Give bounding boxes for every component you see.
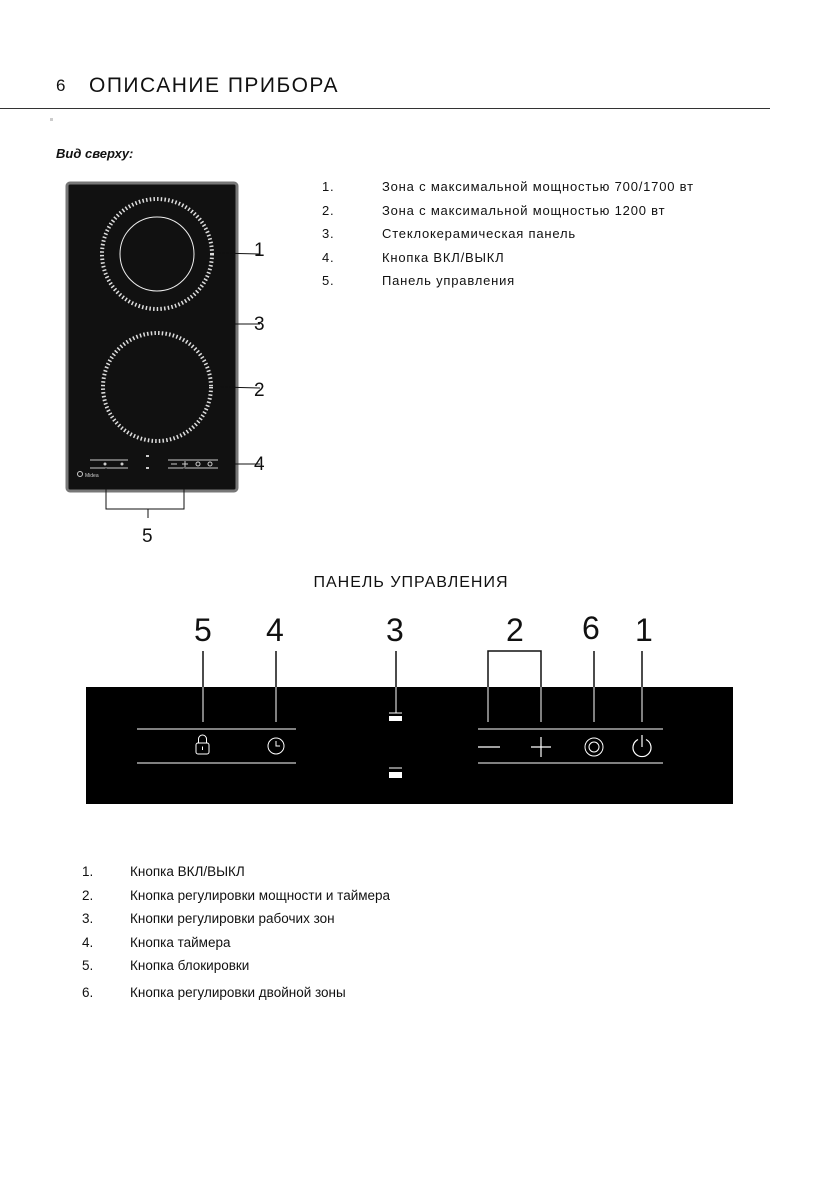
control-panel-diagram	[80, 645, 740, 810]
header-divider	[0, 108, 770, 109]
callout-3: 3	[386, 612, 404, 648]
zone-select-icon	[146, 455, 149, 457]
lock-icon	[104, 463, 107, 466]
callout-6: 6	[582, 610, 600, 646]
callout-2: 2	[506, 612, 524, 648]
leader-bracket	[488, 651, 541, 687]
callout-1: 1	[635, 612, 653, 648]
zone-1-select-icon	[389, 716, 402, 721]
zone-2-select-icon	[389, 772, 402, 778]
control-panel-surface	[86, 687, 733, 804]
timer-icon	[121, 463, 124, 466]
cooktop-glass-panel	[67, 183, 237, 491]
callout-5: 5	[194, 612, 212, 648]
cooktop-top-view-diagram	[60, 178, 280, 548]
decorative-dot	[50, 118, 53, 121]
top-view-subtitle: Вид сверху:	[56, 146, 134, 161]
page-title: ОПИСАНИЕ ПРИБОРА	[89, 74, 340, 97]
callout-1: 1	[254, 240, 265, 261]
control-panel-title: ПАНЕЛЬ УПРАВЛЕНИЯ	[313, 574, 509, 591]
callout-2: 2	[254, 380, 265, 401]
callout-5: 5	[142, 526, 153, 547]
callout-3: 3	[254, 314, 265, 335]
callout-4: 4	[254, 454, 265, 475]
page-number: 6	[56, 76, 66, 95]
callout-4: 4	[266, 612, 284, 648]
brand-logo: Midea	[85, 473, 99, 479]
zone-select-icon	[146, 467, 149, 469]
